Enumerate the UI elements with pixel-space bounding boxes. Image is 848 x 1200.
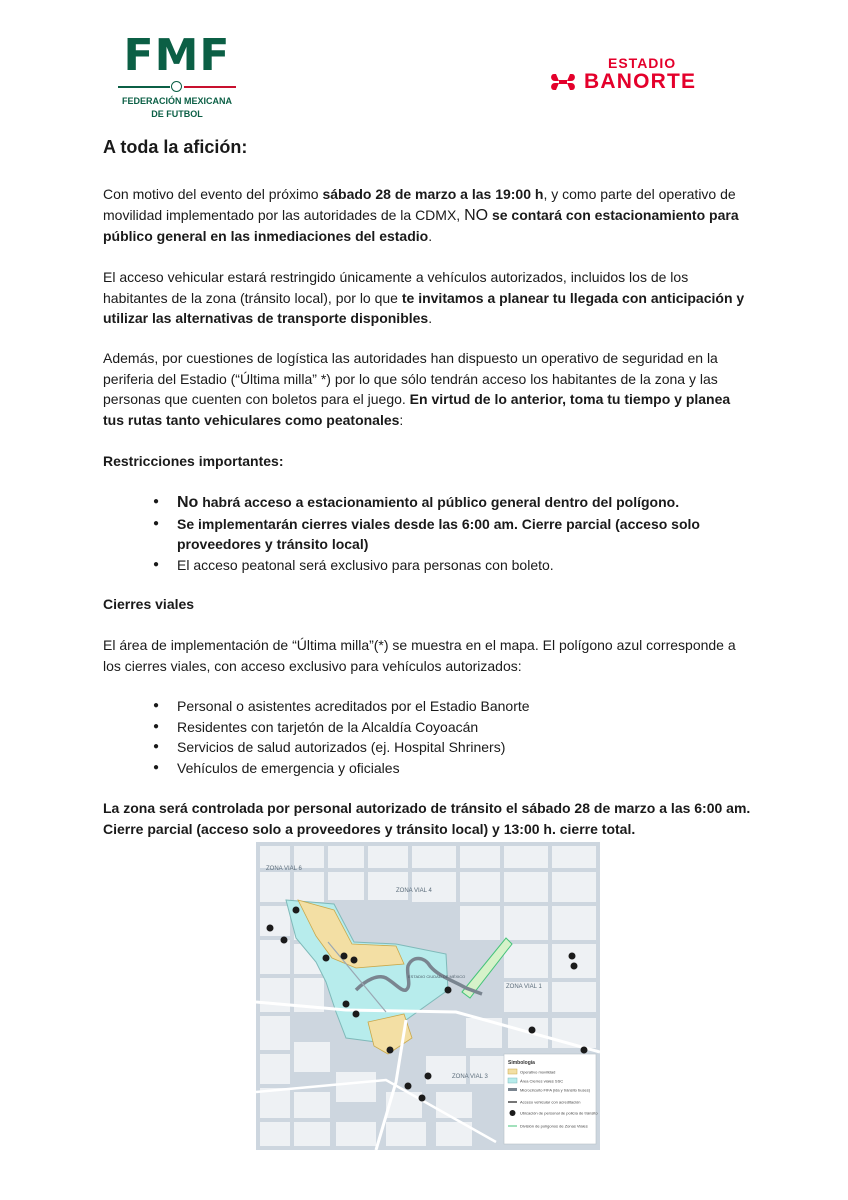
ultima-milla-map bbox=[256, 842, 600, 1150]
banorte-mark-icon bbox=[550, 72, 576, 92]
fmf-logo-line2: DE FUTBOL bbox=[151, 109, 203, 119]
list-item: ● No habrá acceso a estacionamiento al público general dentro del polígono. bbox=[153, 492, 753, 514]
cierres-list bbox=[153, 696, 713, 778]
legend-item: Área Cierres viales SSC bbox=[520, 1078, 564, 1084]
restricciones-list bbox=[153, 492, 753, 575]
legend-title: Simbología bbox=[508, 1060, 535, 1066]
final-note: La zona será controlada por personal autorizado de tránsito el sábado 28 de marzo a las 6:00 am. Cierre parcial (acceso solo a proveedores y tránsito local) y 13:00 h. cierre total. bbox=[103, 800, 751, 837]
cierres-title: Cierres viales bbox=[103, 596, 195, 612]
list-item: ● Personal o asistentes acreditados por el Estadio Banorte bbox=[153, 696, 713, 717]
stadium-label: ESTADIO CIUDAD DE MÉXICO bbox=[408, 974, 466, 979]
zone-label: ZONA VIAL 1 bbox=[506, 984, 542, 990]
legend-swatch bbox=[508, 1069, 517, 1074]
fmf-logo bbox=[112, 30, 242, 120]
restricciones-title: Restricciones importantes: bbox=[103, 453, 284, 469]
legend-item: Ubicación de personal de policía de tránsito bbox=[520, 1110, 598, 1116]
paragraph-access: El acceso vehicular estará restringido únicamente a vehículos autorizados, incluidos los de los habitantes de la zona (tránsito local), por lo que te invitamos a planear tu llegada con anticipación y utilizar las alternativas de transporte disponibles. bbox=[103, 269, 745, 326]
zone-label: ZONA VIAL 6 bbox=[266, 866, 302, 872]
list-item: ● Se implementarán cierres viales desde las 6:00 am. Cierre parcial (acceso solo proveedores y tránsito local) bbox=[153, 514, 753, 555]
zone-label: ZONA VIAL 4 bbox=[396, 888, 432, 894]
legend-item: División de polígonos de Zonas Viales bbox=[520, 1123, 588, 1129]
cierres-intro: El área de implementación de “Última milla”(*) se muestra en el mapa. El polígono azul corresponde a los cierres viales, con acceso exclusivo para vehículos autorizados: bbox=[103, 637, 736, 674]
legend-swatch bbox=[508, 1078, 517, 1083]
list-item: ● Residentes con tarjetón de la Alcaldía Coyoacán bbox=[153, 717, 713, 738]
list-item: ● Vehículos de emergencia y oficiales bbox=[153, 758, 713, 779]
fmf-logo-rule bbox=[118, 80, 236, 94]
banorte-logo-estadio: ESTADIO bbox=[608, 55, 677, 71]
banorte-logo-name: BANORTE bbox=[584, 70, 697, 93]
zone-label: ZONA VIAL 3 bbox=[452, 1074, 488, 1080]
legend-item: Operativo movilidad bbox=[520, 1069, 556, 1075]
fmf-logo-word: FMF bbox=[123, 30, 231, 81]
fmf-logo-line1: FEDERACIÓN MEXICANA bbox=[121, 96, 232, 106]
list-item: ● Servicios de salud autorizados (ej. Hospital Shriners) bbox=[153, 737, 713, 758]
soccer-ball-icon bbox=[171, 81, 182, 92]
legend-item: Microcircuito FIFA (ida y tránsito buses) bbox=[520, 1087, 591, 1093]
police-marker-icon bbox=[510, 1110, 516, 1116]
estadio-banorte-logo bbox=[550, 55, 735, 93]
list-item: ● El acceso peatonal será exclusivo para personas con boleto. bbox=[153, 555, 753, 576]
paragraph-event: Con motivo del evento del próximo sábado 28 de marzo a las 19:00 h, y como parte del operativo de movilidad implementado por las autoridades de la CDMX, NO se contará con estacionamiento para público general en las inmediaciones del estadio. bbox=[103, 186, 739, 244]
legend-item: Acceso vehicular con acreditación bbox=[520, 1099, 581, 1105]
page-title: A toda la afición: bbox=[103, 137, 248, 157]
paragraph-security: Además, por cuestiones de logística las autoridades han dispuesto un operativo de seguridad en la periferia del Estadio (“Última milla” *) por lo que sólo tendrán acceso los habitantes de la zona y las personas que cuenten con boletos para el juego. En virtud de lo anterior, toma tu tiempo y planea tus rutas tanto vehiculares como peatonales: bbox=[103, 350, 731, 428]
map-legend bbox=[504, 1054, 598, 1144]
legend-swatch bbox=[508, 1088, 517, 1091]
